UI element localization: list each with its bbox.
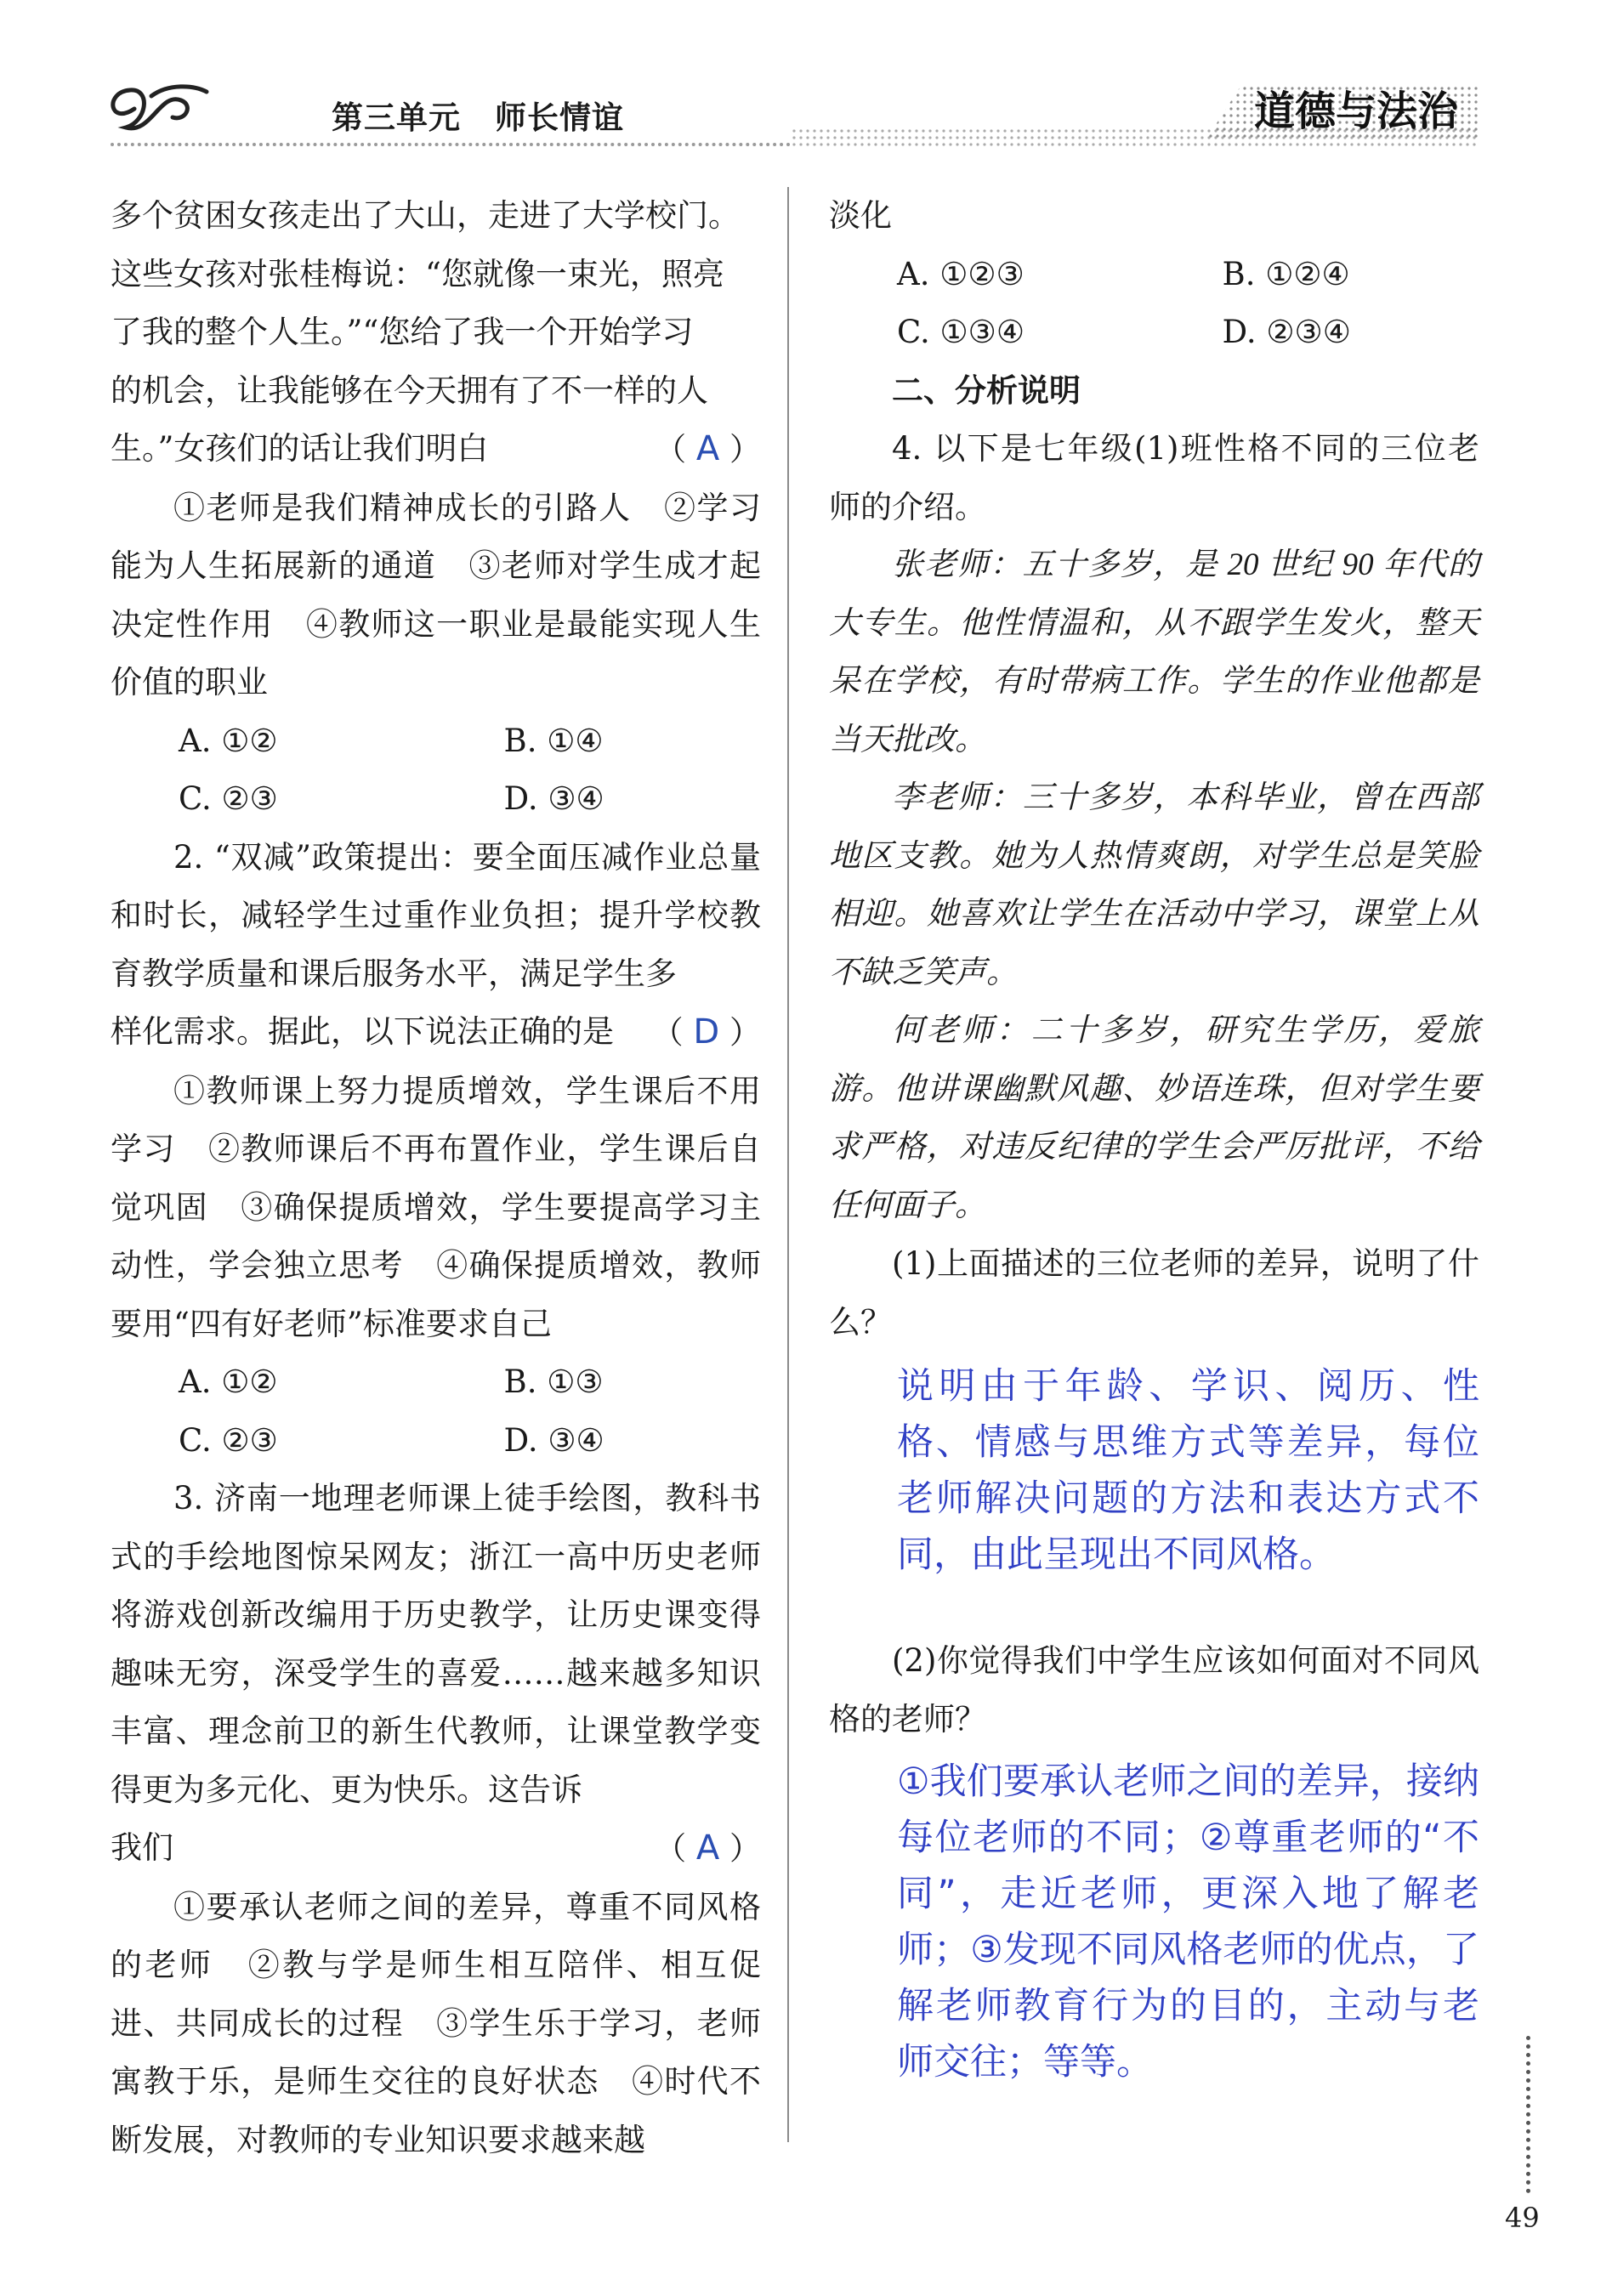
q1-line-4: 的机会，让我能够在今天拥有了不一样的人 xyxy=(111,371,708,409)
q3-option-c: C. ①③④ xyxy=(897,314,1025,350)
subject-title: 道德与法治 xyxy=(1253,88,1459,135)
right-column xyxy=(829,187,1479,2090)
q1-options-row-1 xyxy=(111,712,761,771)
q2-last-line xyxy=(111,1003,761,1063)
q1-statements: ①老师是我们精神成长的引路人 ②学习能为人生拓展新的通道 ③老师对学生成才起决定性作用 ④教师这一职业是最能实现人生价值的职业 xyxy=(111,489,761,700)
q3-stem-end: 我们 xyxy=(111,1829,173,1866)
q1-options-row-2 xyxy=(111,770,761,829)
q2-option-c: C. ②③ xyxy=(179,1421,278,1459)
q1-option-b: B. ①④ xyxy=(503,722,604,759)
unit-heading xyxy=(332,92,624,138)
q3-statements: ①要承认老师之间的差异，尊重不同风格的老师 ②教与学是师生相互陪伴、相互促进、共同成长的过程 ③学生乐于学习，老师寓教于乐，是师生交往的良好状态 ④时代不断发展，对教师的专业知识要求越来越 xyxy=(111,1888,761,2158)
q4-sub1-answer: 说明由于年龄、学识、阅历、性格、情感与思维方式等差异，每位老师解决问题的方法和表达方式不同，由此呈现出不同风格。 xyxy=(897,1365,1479,1576)
q2-options-row-2 xyxy=(111,1412,761,1471)
q1-option-d: D. ③④ xyxy=(503,780,604,817)
teacher-zhang: 张老师：五十多岁，是 20 世纪 90 年代的大专生。他性情温和，从不跟学生发火，整天呆在学校，有时带病工作。学生的作业他都是当天批改。 xyxy=(829,547,1479,757)
q2-statements: ①教师课上努力提质增效，学生课后不用学习 ②教师课后不再布置作业，学生课后自觉巩固 ③确保提质增效，学生要提高学习主动性，学会独立思考 ④确保提质增效，教师要用“四有好老师”标准要求自己 xyxy=(111,1072,761,1342)
q1-option-c: C. ②③ xyxy=(179,780,278,817)
q1-line-2: 这些女孩对张桂梅说：“您就像一束光，照亮 xyxy=(111,255,724,292)
q1-stem-end: 生。”女孩们的话让我们明白 xyxy=(111,430,489,467)
q4-sub1-question: (1)上面描述的三位老师的差异，说明了什么？ xyxy=(829,1245,1479,1341)
q1-option-a: A. ①② xyxy=(179,722,278,759)
q4-intro: 4. 以下是七年级(1)班性格不同的三位老师的介绍。 xyxy=(829,430,1479,525)
margin-dotted-line xyxy=(1526,2036,1530,2193)
header-divider xyxy=(111,143,791,146)
swirl-logo-icon xyxy=(100,75,211,143)
q1-answer: A xyxy=(695,429,720,468)
q2-answer-bracket: （ D ） xyxy=(651,1012,761,1052)
q4-sub2-question: (2)你觉得我们中学生应该如何面对不同风格的老师？ xyxy=(829,1642,1479,1738)
page-number: 49 xyxy=(1505,2202,1540,2234)
q3-option-d: D. ②③④ xyxy=(1222,314,1351,350)
q3-option-a: A. ①②③ xyxy=(897,255,1025,292)
q2-option-b: B. ①③ xyxy=(503,1363,604,1400)
q1-line-1: 多个贫困女孩走出了大山，走进了大学校门。 xyxy=(111,197,740,234)
q3-answer-bracket: （ A ） xyxy=(655,1828,761,1868)
section-title: 二、分析说明 xyxy=(892,371,1081,409)
q4-sub2-answer: ①我们要承认老师之间的差异，接纳每位老师的不同；②尊重老师的“不同”，走近老师，更深入地了解老师；③发现不同风格老师的优点，了解老师教育行为的目的，主动与老师交往；等等。 xyxy=(897,1760,1479,2083)
q3-answer: A xyxy=(695,1828,720,1868)
q1-line-3: 了我的整个人生。”“您给了我一个开始学习 xyxy=(111,314,694,350)
q2-options-row-1 xyxy=(111,1353,761,1412)
answer-gap xyxy=(829,1583,1479,1632)
teacher-li: 李老师：三十多岁，本科毕业，曾在西部地区支教。她为人热情爽朗，对学生总是笑脸相迎。她喜欢让学生在活动中学习，课堂上从不缺乏笑声。 xyxy=(829,780,1479,990)
header-dot-band xyxy=(791,128,1479,150)
q2-option-d: D. ③④ xyxy=(503,1421,604,1459)
column-divider xyxy=(787,187,789,2142)
q2-option-a: A. ①② xyxy=(179,1363,278,1400)
teacher-he: 何老师：二十多岁，研究生学历，爱旅游。他讲课幽默风趣、妙语连珠，但对学生要求严格，对违反纪律的学生会严厉批评，不给任何面子。 xyxy=(829,1013,1479,1223)
q3-options-row-2 xyxy=(829,303,1479,362)
unit-number: 第三单元 xyxy=(332,99,461,136)
unit-title: 师长情谊 xyxy=(495,99,624,136)
q3-continuation: 淡化 xyxy=(829,197,892,234)
q1-answer-bracket: （ A ） xyxy=(655,429,761,468)
q2-stem: 2. “双减”政策提出：要全面压减作业总量和时长，减轻学生过重作业负担；提升学校教育教学质量和课后服务水平，满足学生多 xyxy=(111,838,761,992)
q2-stem-end: 样化需求。据此，以下说法正确的是 xyxy=(111,1013,614,1050)
q3-stem: 3. 济南一地理老师课上徒手绘图，教科书式的手绘地图惊呆网友；浙江一高中历史老师将游戏创新改编用于历史教学，让历史课变得趣味无穷，深受学生的喜爱……越来越多知识丰富、理念前卫的新生代教师，让课堂教学变得更为多元化、更为快乐。这告诉 xyxy=(111,1480,761,1808)
q3-options-row-1 xyxy=(829,246,1479,304)
q3-option-b: B. ①②④ xyxy=(1222,255,1350,292)
q2-answer: D xyxy=(693,1012,720,1052)
left-column xyxy=(111,187,761,2169)
q3-last-line xyxy=(111,1819,761,1879)
q1-last-line xyxy=(111,420,761,479)
